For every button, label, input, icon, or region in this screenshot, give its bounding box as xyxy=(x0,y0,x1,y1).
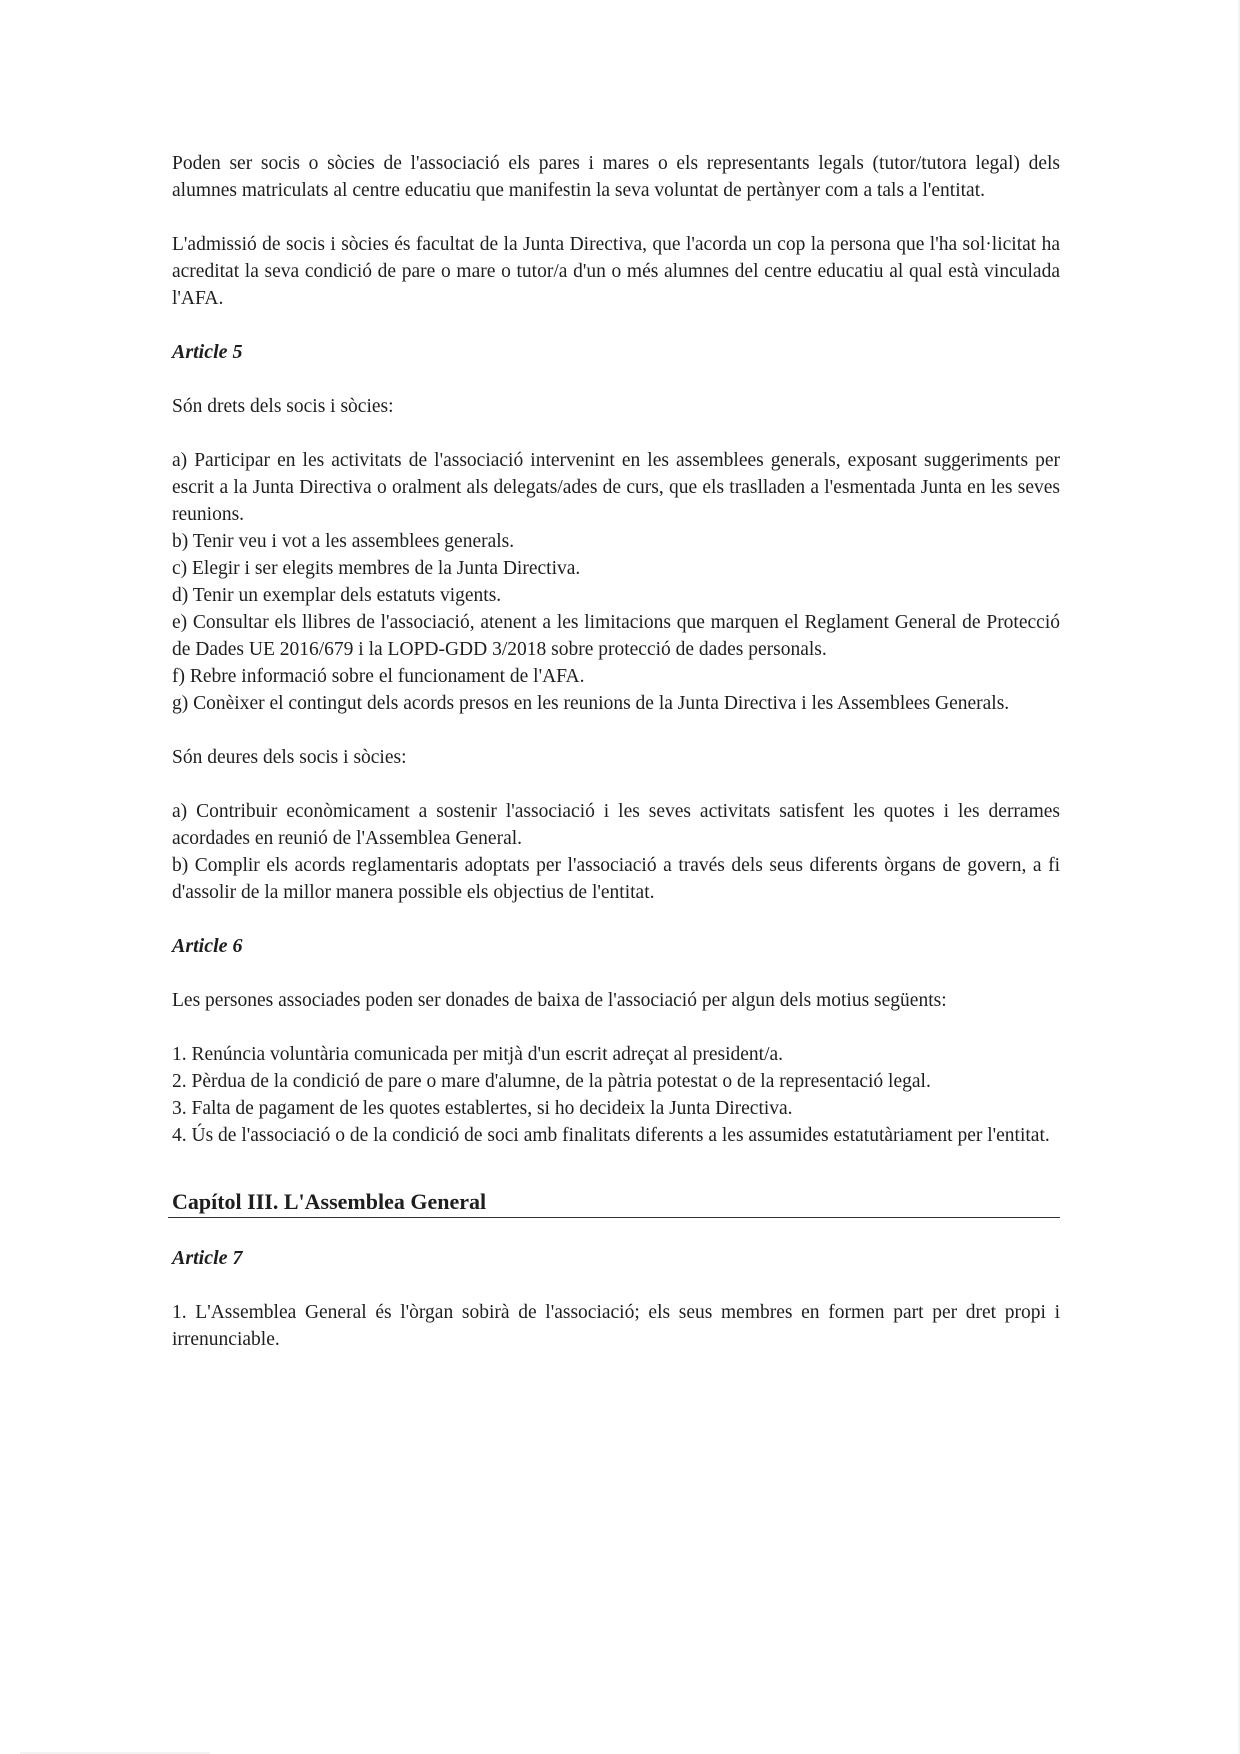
membership-paragraph: Poden ser socis o sòcies de l'associació els pares i mares o els representants legals (tutor/tutora legal) dels alumnes matriculats al centre educatiu que manifestin la seva voluntat de pertànyer com a tals a l'entitat. xyxy=(172,153,1060,201)
dismissal-list xyxy=(172,1041,1060,1149)
rights-item: f) Rebre informació sobre el funcionament de l'AFA. xyxy=(172,666,585,687)
duties-item: a) Contribuir econòmicament a sostenir l'associació i les seves activitats satisfent les quotes i les derrames acordades en reunió de l'Assemblea General. xyxy=(172,801,1060,849)
rights-item: g) Conèixer el contingut dels acords presos en les reunions de la Junta Directiva i les Assemblees Generals. xyxy=(172,693,1010,714)
document-page xyxy=(172,150,1060,1353)
article-6-heading: Article 6 xyxy=(172,935,243,957)
dismissal-item: 4. Ús de l'associació o de la condició de soci amb finalitats diferents a les assumides estatutàriament per l'entitat. xyxy=(172,1125,1050,1146)
dismissal-item: 2. Pèrdua de la condició de pare o mare d'alumne, de la pàtria potestat o de la representació legal. xyxy=(172,1071,931,1092)
duties-list xyxy=(172,798,1060,906)
rights-intro: Són drets dels socis i sòcies: xyxy=(172,396,394,417)
rights-item: c) Elegir i ser elegits membres de la Junta Directiva. xyxy=(172,558,581,579)
article-7-heading: Article 7 xyxy=(172,1247,243,1269)
rights-list xyxy=(172,447,1060,717)
rights-item: b) Tenir veu i vot a les assemblees generals. xyxy=(172,531,515,552)
rights-item: a) Participar en les activitats de l'associació intervenint en les assemblees generals, exposant suggeriments per escrit a la Junta Directiva o oralment als delegats/ades de curs, que els traslladen a l'esmentada Junta en les seves reunions. xyxy=(172,450,1060,525)
chapter-3-heading: Capítol III. L'Assemblea General xyxy=(168,1188,1060,1218)
duties-intro: Són deures dels socis i sòcies: xyxy=(172,747,407,768)
admission-paragraph: L'admissió de socis i sòcies és facultat de la Junta Directiva, que l'acorda un cop la persona que l'ha sol·licitat ha acreditat la seva condició de pare o mare o tutor/a d'un o més alumnes del centre educatiu al qual està vinculada l'AFA. xyxy=(172,234,1060,309)
dismissal-intro: Les persones associades poden ser donades de baixa de l'associació per algun dels motius següents: xyxy=(172,990,947,1011)
duties-item: b) Complir els acords reglamentaris adoptats per l'associació a través dels seus diferents òrgans de govern, a fi d'assolir de la millor manera possible els objectius de l'entitat. xyxy=(172,855,1060,903)
rights-item: d) Tenir un exemplar dels estatuts vigents. xyxy=(172,585,502,606)
rights-item: e) Consultar els llibres de l'associació, atenent a les limitacions que marquen el Reglament General de Protecció de Dades UE 2016/679 i la LOPD-GDD 3/2018 sobre protecció de dades personals. xyxy=(172,612,1060,660)
assembly-item: 1. L'Assemblea General és l'òrgan sobirà de l'associació; els seus membres en formen part per dret propi i irrenunciable. xyxy=(172,1302,1060,1350)
dismissal-item: 1. Renúncia voluntària comunicada per mitjà d'un escrit adreçat al president/a. xyxy=(172,1044,784,1065)
dismissal-item: 3. Falta de pagament de les quotes establertes, si ho decideix la Junta Directiva. xyxy=(172,1098,793,1119)
article-5-heading: Article 5 xyxy=(172,341,243,363)
